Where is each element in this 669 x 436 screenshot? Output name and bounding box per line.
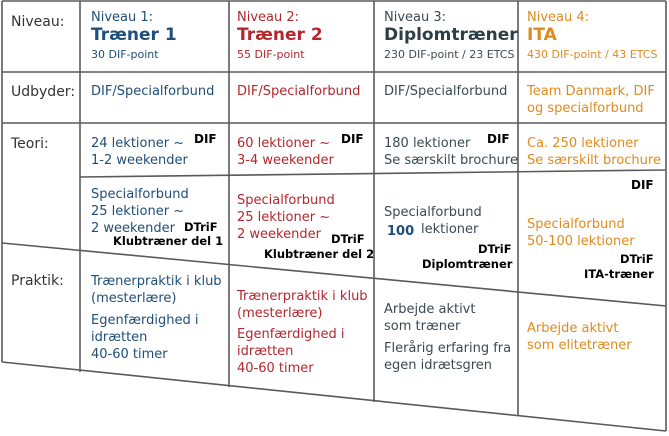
level-3-teori-dif-tag: DIF xyxy=(487,132,510,146)
level-2-teori-sf-line: Specialforbund xyxy=(237,193,335,208)
level-1-teori-sf-line: Specialforbund xyxy=(91,187,189,202)
level-3-teori-dif-line: Se særskilt brochure xyxy=(384,153,518,168)
level-1-praktik-line: Egenfærdighed i xyxy=(91,313,199,328)
level-1-teori-sf-tag: Klubtræner del 1 xyxy=(113,234,224,248)
level-1-praktik-line: (mesterlære) xyxy=(91,291,177,306)
level-2-praktik-line: 40-60 timer xyxy=(237,361,314,376)
level-2-praktik-line: (mesterlære) xyxy=(237,306,323,321)
level-2-teori-sf-line: 2 weekender xyxy=(237,227,321,242)
level-2-udbyder: DIF/Specialforbund xyxy=(237,84,361,99)
level-1-udbyder: DIF/Specialforbund xyxy=(91,84,215,99)
row-label-udbyder: Udbyder: xyxy=(11,84,76,100)
level-1-teori-sf-line: 25 lektioner ~ xyxy=(91,204,185,219)
level-4-teori-dif-tag: DIF xyxy=(631,178,654,192)
level-2-praktik-line: Egenfærdighed i xyxy=(237,327,345,342)
level-1-praktik-line: Trænerpraktik i klub xyxy=(91,274,222,289)
grid-line-bottom xyxy=(2,362,666,431)
level-2-teori-sf-tag: Klubtræner del 2 xyxy=(264,247,375,261)
level-2-teori-dif-line: 3-4 weekender xyxy=(237,153,334,168)
row-label-niveau: Niveau: xyxy=(11,14,65,30)
grid-line-teori-split xyxy=(80,170,666,177)
level-2-praktik-line: Trænerpraktik i klub xyxy=(237,289,368,304)
level-4-teori-sf-line: Specialforbund xyxy=(527,217,625,232)
level-4-niveau: Niveau 4: xyxy=(527,10,590,25)
level-3-praktik-line: som træner xyxy=(384,319,461,334)
level-2-points: 55 DIF-point xyxy=(237,48,305,61)
level-1-teori-dif-line: 24 lektioner ~ xyxy=(91,136,185,151)
level-4-praktik-line: som elitetræner xyxy=(527,338,632,353)
level-4-points: 430 DIF-point / 43 ETCS xyxy=(527,48,658,61)
level-1-niveau: Niveau 1: xyxy=(91,10,154,25)
level-2-title: Træner 2 xyxy=(237,25,323,45)
row-label-teori: Teori: xyxy=(11,136,49,152)
level-3-praktik-line: egen idrætsgren xyxy=(384,358,493,373)
level-4-udbyder-line: Team Danmark, DIF xyxy=(527,84,655,99)
level-1-teori-dif-tag: DIF xyxy=(194,132,217,146)
level-3-teori-sf-tag: DTriF xyxy=(478,242,512,256)
level-3-teori-dif-line: 180 lektioner xyxy=(384,136,471,151)
level-3-niveau: Niveau 3: xyxy=(384,10,447,25)
level-4-teori-dif-line: Se særskilt brochure xyxy=(527,153,661,168)
level-1-praktik-line: 40-60 timer xyxy=(91,347,168,362)
level-1-teori-dif-line: 1-2 weekender xyxy=(91,153,188,168)
level-4-praktik-line: Arbejde aktivt xyxy=(527,321,619,336)
level-1-praktik-line: idrætten xyxy=(91,330,148,345)
level-4-title: ITA xyxy=(527,25,557,45)
level-3-points: 230 DIF-point / 23 ETCS xyxy=(384,48,515,61)
level-2-teori-dif-tag: DIF xyxy=(341,132,364,146)
level-4-teori-sf-tag: DTriF xyxy=(620,252,654,266)
level-2-praktik-line: idrætten xyxy=(237,344,294,359)
level-1-points: 30 DIF-point xyxy=(91,48,159,61)
level-2-niveau: Niveau 2: xyxy=(237,10,300,25)
level-4-teori-sf-line: 50-100 lektioner xyxy=(527,234,635,249)
level-3-teori-sf-line: Specialforbund xyxy=(384,205,482,220)
level-1-teori-sf-line: 2 weekender xyxy=(91,221,175,236)
level-3-title: Diplomtræner xyxy=(384,25,518,45)
level-3-teori-sf-line: lektioner xyxy=(421,222,479,237)
level-2-teori-sf-line: 25 lektioner ~ xyxy=(237,210,331,225)
level-1-teori-sf-tag: DTriF xyxy=(184,220,218,234)
level-4-teori-dif-line: Ca. 250 lektioner xyxy=(527,136,639,151)
level-3-udbyder: DIF/Specialforbund xyxy=(384,84,508,99)
level-1-title: Træner 1 xyxy=(91,25,177,45)
level-3-praktik-line: Arbejde aktivt xyxy=(384,302,476,317)
level-4-teori-sf-tag: ITA-træner xyxy=(584,267,654,281)
level-3-teori-sf-tag: Diplomtræner xyxy=(422,257,513,271)
level-2-teori-dif-line: 60 lektioner ~ xyxy=(237,136,331,151)
row-label-praktik: Praktik: xyxy=(11,273,64,289)
level-3-teori-sf-line: 100 xyxy=(387,224,415,239)
level-4-udbyder-line: og specialforbund xyxy=(527,101,644,116)
level-3-praktik-line: Flerårig erfaring fra xyxy=(384,341,512,356)
level-2-teori-sf-tag: DTriF xyxy=(331,232,365,246)
